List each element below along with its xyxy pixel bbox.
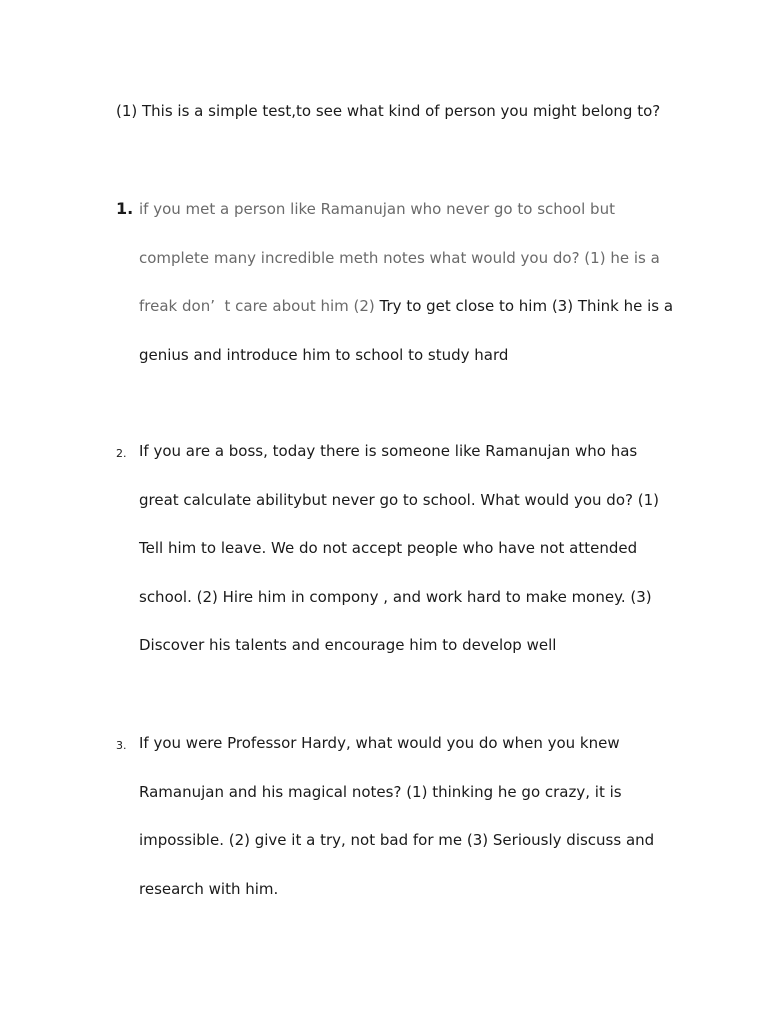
question-line <box>139 199 615 219</box>
text-run: Tell him to leave. We do not accept people who have not attended <box>139 539 638 557</box>
text-run: If you were Professor Hardy, what would you do when you knew <box>139 734 620 752</box>
question-line <box>139 248 660 268</box>
text-run: school. (2) Hire him in compony , and work hard to make money. (3) <box>139 587 652 606</box>
question-line <box>139 830 654 850</box>
question-line <box>139 538 637 558</box>
text-run: impossible. (2) give it a try, not bad for me (3) Seriously discuss and <box>139 831 655 849</box>
text-run: genius and introduce him to school to study hard <box>139 345 509 364</box>
question-line <box>139 441 637 461</box>
question-line <box>139 879 278 899</box>
text-run: research with him. <box>139 879 279 898</box>
question-line <box>139 345 508 365</box>
question-number: 3. <box>116 739 127 752</box>
text-run: if you met a person like Ramanujan who never go to school but <box>139 200 615 218</box>
text-run: complete many incredible meth notes what would you do? (1) he is a <box>139 248 660 267</box>
question-line <box>139 296 673 316</box>
intro-heading: (1) This is a simple test,to see what kind of person you might belong to? <box>116 102 661 120</box>
question-line <box>139 490 659 510</box>
question-line <box>139 587 652 607</box>
question-line <box>139 635 556 655</box>
question-number: 2. <box>116 447 127 460</box>
text-run: freak don’ t care about him (2) <box>139 297 380 315</box>
question-line <box>139 733 620 753</box>
text-run: If you are a boss, today there is someone like Ramanujan who has <box>139 442 638 460</box>
text-run: Ramanujan and his magical notes? (1) thinking he go crazy, it is <box>139 782 622 801</box>
text-run: Discover his talents and encourage him to develop well <box>139 636 557 654</box>
question-line <box>139 782 622 802</box>
text-run: Try to get close to him (3) Think he is a <box>379 297 674 315</box>
question-number: 1. <box>116 199 134 218</box>
text-run: great calculate abilitybut never go to school. What would you do? (1) <box>139 490 659 509</box>
